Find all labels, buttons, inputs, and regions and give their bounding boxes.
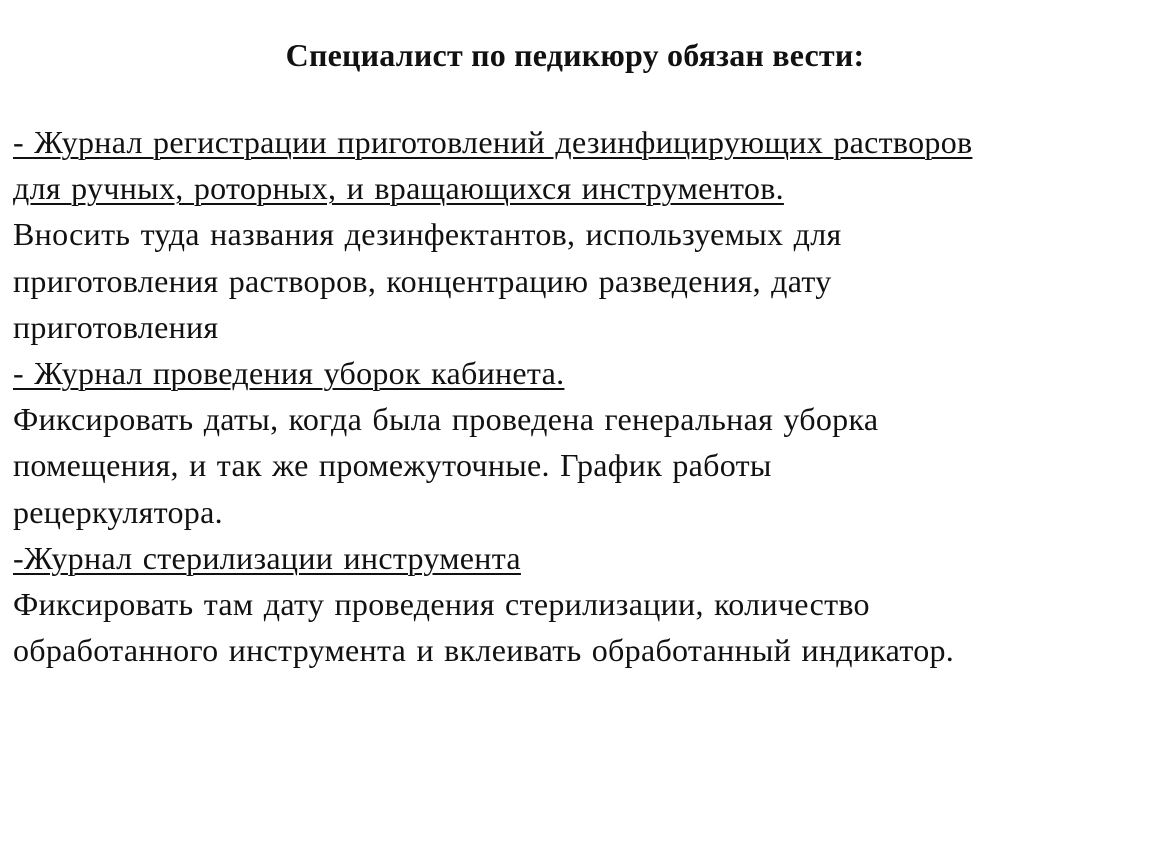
- journal-3-description-line-1: Фиксировать там дату проведения стерилизации, количество: [13, 586, 870, 623]
- journal-2-description-line-2: помещения, и так же промежуточные. График работы: [13, 447, 772, 484]
- journal-3-heading: -Журнал стерилизации инструмента: [13, 539, 521, 576]
- slide-title: Специалист по педикюру обязан вести:: [285, 37, 865, 73]
- journal-1-description-line-3: приготовления: [13, 308, 219, 345]
- slide-body: [13, 119, 1143, 673]
- journal-1-heading-line-1: - Журнал регистрации приготовлений дезинфицирующих растворов: [13, 124, 973, 160]
- journal-2-heading: - Журнал проведения уборок кабинета.: [13, 355, 565, 392]
- journal-1-description-line-1: Вносить туда названия дезинфектантов, используемых для: [13, 216, 842, 253]
- journal-1-heading-line-2: для ручных, роторных, и вращающихся инструментов.: [13, 170, 784, 207]
- journal-2-description-line-3: рецеркулятора.: [13, 493, 223, 530]
- journal-2-description-line-1: Фиксировать даты, когда была проведена генеральная уборка: [13, 401, 879, 438]
- journal-3-description-line-2: обработанного инструмента и вклеивать обработанный индикатор.: [13, 632, 955, 669]
- journal-1-description-line-2: приготовления растворов, концентрацию разведения, дату: [13, 262, 832, 299]
